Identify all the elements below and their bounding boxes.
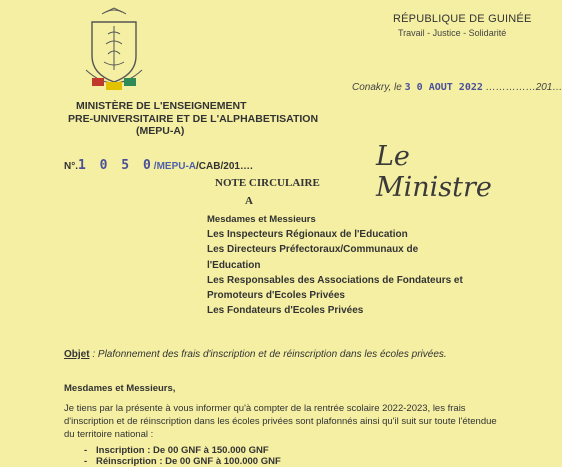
salutation: Mesdames et Messieurs, xyxy=(64,383,176,394)
recipient-line: Promoteurs d'Ecoles Privées xyxy=(207,290,345,302)
ministry-line-1: MINISTÈRE DE L'ENSEIGNEMENT xyxy=(76,100,247,112)
recipient-line: Mesdames et Messieurs xyxy=(207,214,316,225)
list-item: - Réinscription : De 00 GNF à 100.000 GNF xyxy=(84,456,281,467)
reference-suffix: /CAB/201…. xyxy=(196,161,253,172)
recipient-line: Les Directeurs Préfectoraux/Communaux de xyxy=(207,244,419,256)
list-item: - Inscription : De 00 GNF à 150.000 GNF xyxy=(84,445,269,456)
circular-to: A xyxy=(245,195,253,207)
guinea-coat-of-arms-icon xyxy=(78,4,150,94)
signature-title: Le Ministre xyxy=(376,141,492,203)
recipients-list xyxy=(207,212,463,318)
reference-prefix: N°. xyxy=(64,161,78,172)
reference-number xyxy=(64,158,253,173)
subject-label: Objet xyxy=(64,349,90,360)
reference-stamp-suffix: /MEPU-A xyxy=(153,161,197,172)
ministry-line-2: PRE-UNIVERSITAIRE ET DE L'ALPHABETISATION xyxy=(68,112,319,125)
national-motto: Travail - Justice - Solidarité xyxy=(398,28,507,38)
recipient-line: Les Responsables des Associations de Fondateurs et xyxy=(207,274,463,286)
fee-list xyxy=(84,445,281,467)
date-line xyxy=(352,82,562,93)
subject-line xyxy=(64,349,447,360)
republic-title: RÉPUBLIQUE DE GUINÉE xyxy=(393,13,532,25)
circular-title: NOTE CIRCULAIRE xyxy=(215,177,320,189)
fee-inscription: Inscription : De 00 GNF à 150.000 GNF xyxy=(96,445,269,456)
date-stamp: 3 0 AOUT 2022 xyxy=(404,82,483,93)
date-place: Conakry, le xyxy=(352,82,402,93)
fee-reinscription: Réinscription : De 00 GNF à 100.000 GNF xyxy=(96,456,281,467)
subject-text: : Plafonnement des frais d'inscription et de réinscription dans les écoles privées. xyxy=(89,349,447,360)
ministry-line-3: (MEPU-A) xyxy=(136,125,185,137)
body-paragraph: Je tiens par la présente à vous informer qu'à compter de la rentrée scolaire 2022-2023, les frais d'inscription et de réinscription dans les écoles privées sont plafonnés ainsi qu'il suit sur toute l'étendue du territoire national : xyxy=(64,403,497,440)
recipient-line: l'Education xyxy=(207,259,261,271)
recipient-line: Les Fondateurs d'Ecoles Privées xyxy=(207,305,364,317)
reference-stamp-number: 1 0 5 0 xyxy=(78,158,154,173)
date-trail: ……………201… xyxy=(485,82,562,93)
ministry-header xyxy=(68,100,318,138)
recipient-line: Les Inspecteurs Régionaux de l'Education xyxy=(207,229,408,241)
